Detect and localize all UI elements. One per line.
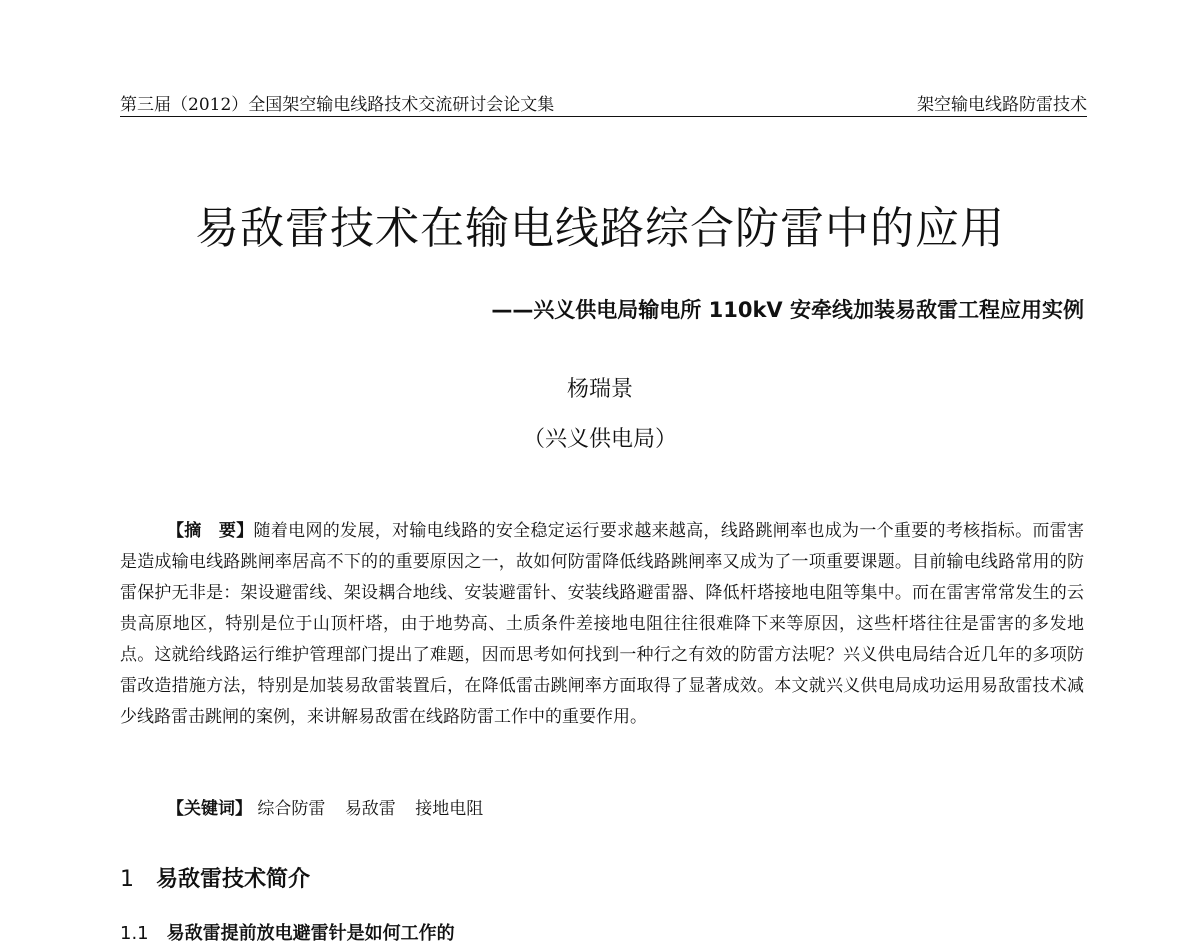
running-header-proceedings-title: 第三届（2012）全国架空输电线路技术交流研讨会论文集: [120, 95, 555, 115]
keywords: [167, 794, 497, 819]
keyword: 接地电阻: [415, 799, 484, 819]
abstract-label: 【摘 要】: [167, 521, 254, 541]
keywords-label: 【关键词】: [167, 799, 252, 819]
keyword: 易敌雷: [344, 799, 396, 819]
running-header: [120, 86, 1087, 117]
abstract-text: 随着电网的发展，对输电线路的安全稳定运行要求越来越高，线路跳闸率也成为一个重要的考核指标。而雷害是造成输电线路跳闸率居高不下的的重要原因之一，故如何防雷降低线路跳闸率又成为了一项重要课题。目前输电线路常用的防雷保护无非是：架设避雷线、架设耦合地线、安装避雷针、安装线路避雷器、降低杆塔接地电阻等集中。而在雷害常常发生的云贵高原地区，特别是位于山顶杆塔，由于地势高、土质条件差接地电阻往往很难降下来等原因，这些杆塔往往是雷害的多发地点。这就给线路运行维护管理部门提出了难题，因而思考如何找到一种行之有效的防雷方法呢？兴义供电局结合近几年的多项防雷改造措施方法，特别是加装易敌雷装置后，在降低雷击跳闸率方面取得了显著成效。本文就兴义供电局成功运用易敌雷技术减少线路雷击跳闸的案例，来讲解易敌雷在线路防雷工作中的重要作用。: [120, 521, 1085, 727]
paper-subtitle: ——兴义供电局输电所 110kV 安牵线加装易敌雷工程应用实例: [491, 298, 1084, 322]
subsection-heading: [120, 919, 455, 945]
section-title: 易敌雷技术简介: [156, 867, 311, 892]
abstract: [120, 516, 1084, 733]
paper-title: 易敌雷技术在输电线路综合防雷中的应用: [195, 203, 1005, 254]
subsection-number: 1.1: [120, 923, 149, 944]
author-affiliation: （兴义供电局）: [522, 427, 677, 452]
subsection-title: 易敌雷提前放电避雷针是如何工作的: [166, 923, 455, 944]
section-heading: [120, 862, 310, 893]
keyword: 综合防雷: [257, 799, 326, 819]
running-header-section-topic: 架空输电线路防雷技术: [917, 95, 1087, 115]
author-name: 杨瑞景: [566, 377, 633, 402]
section-number: 1: [120, 867, 134, 892]
